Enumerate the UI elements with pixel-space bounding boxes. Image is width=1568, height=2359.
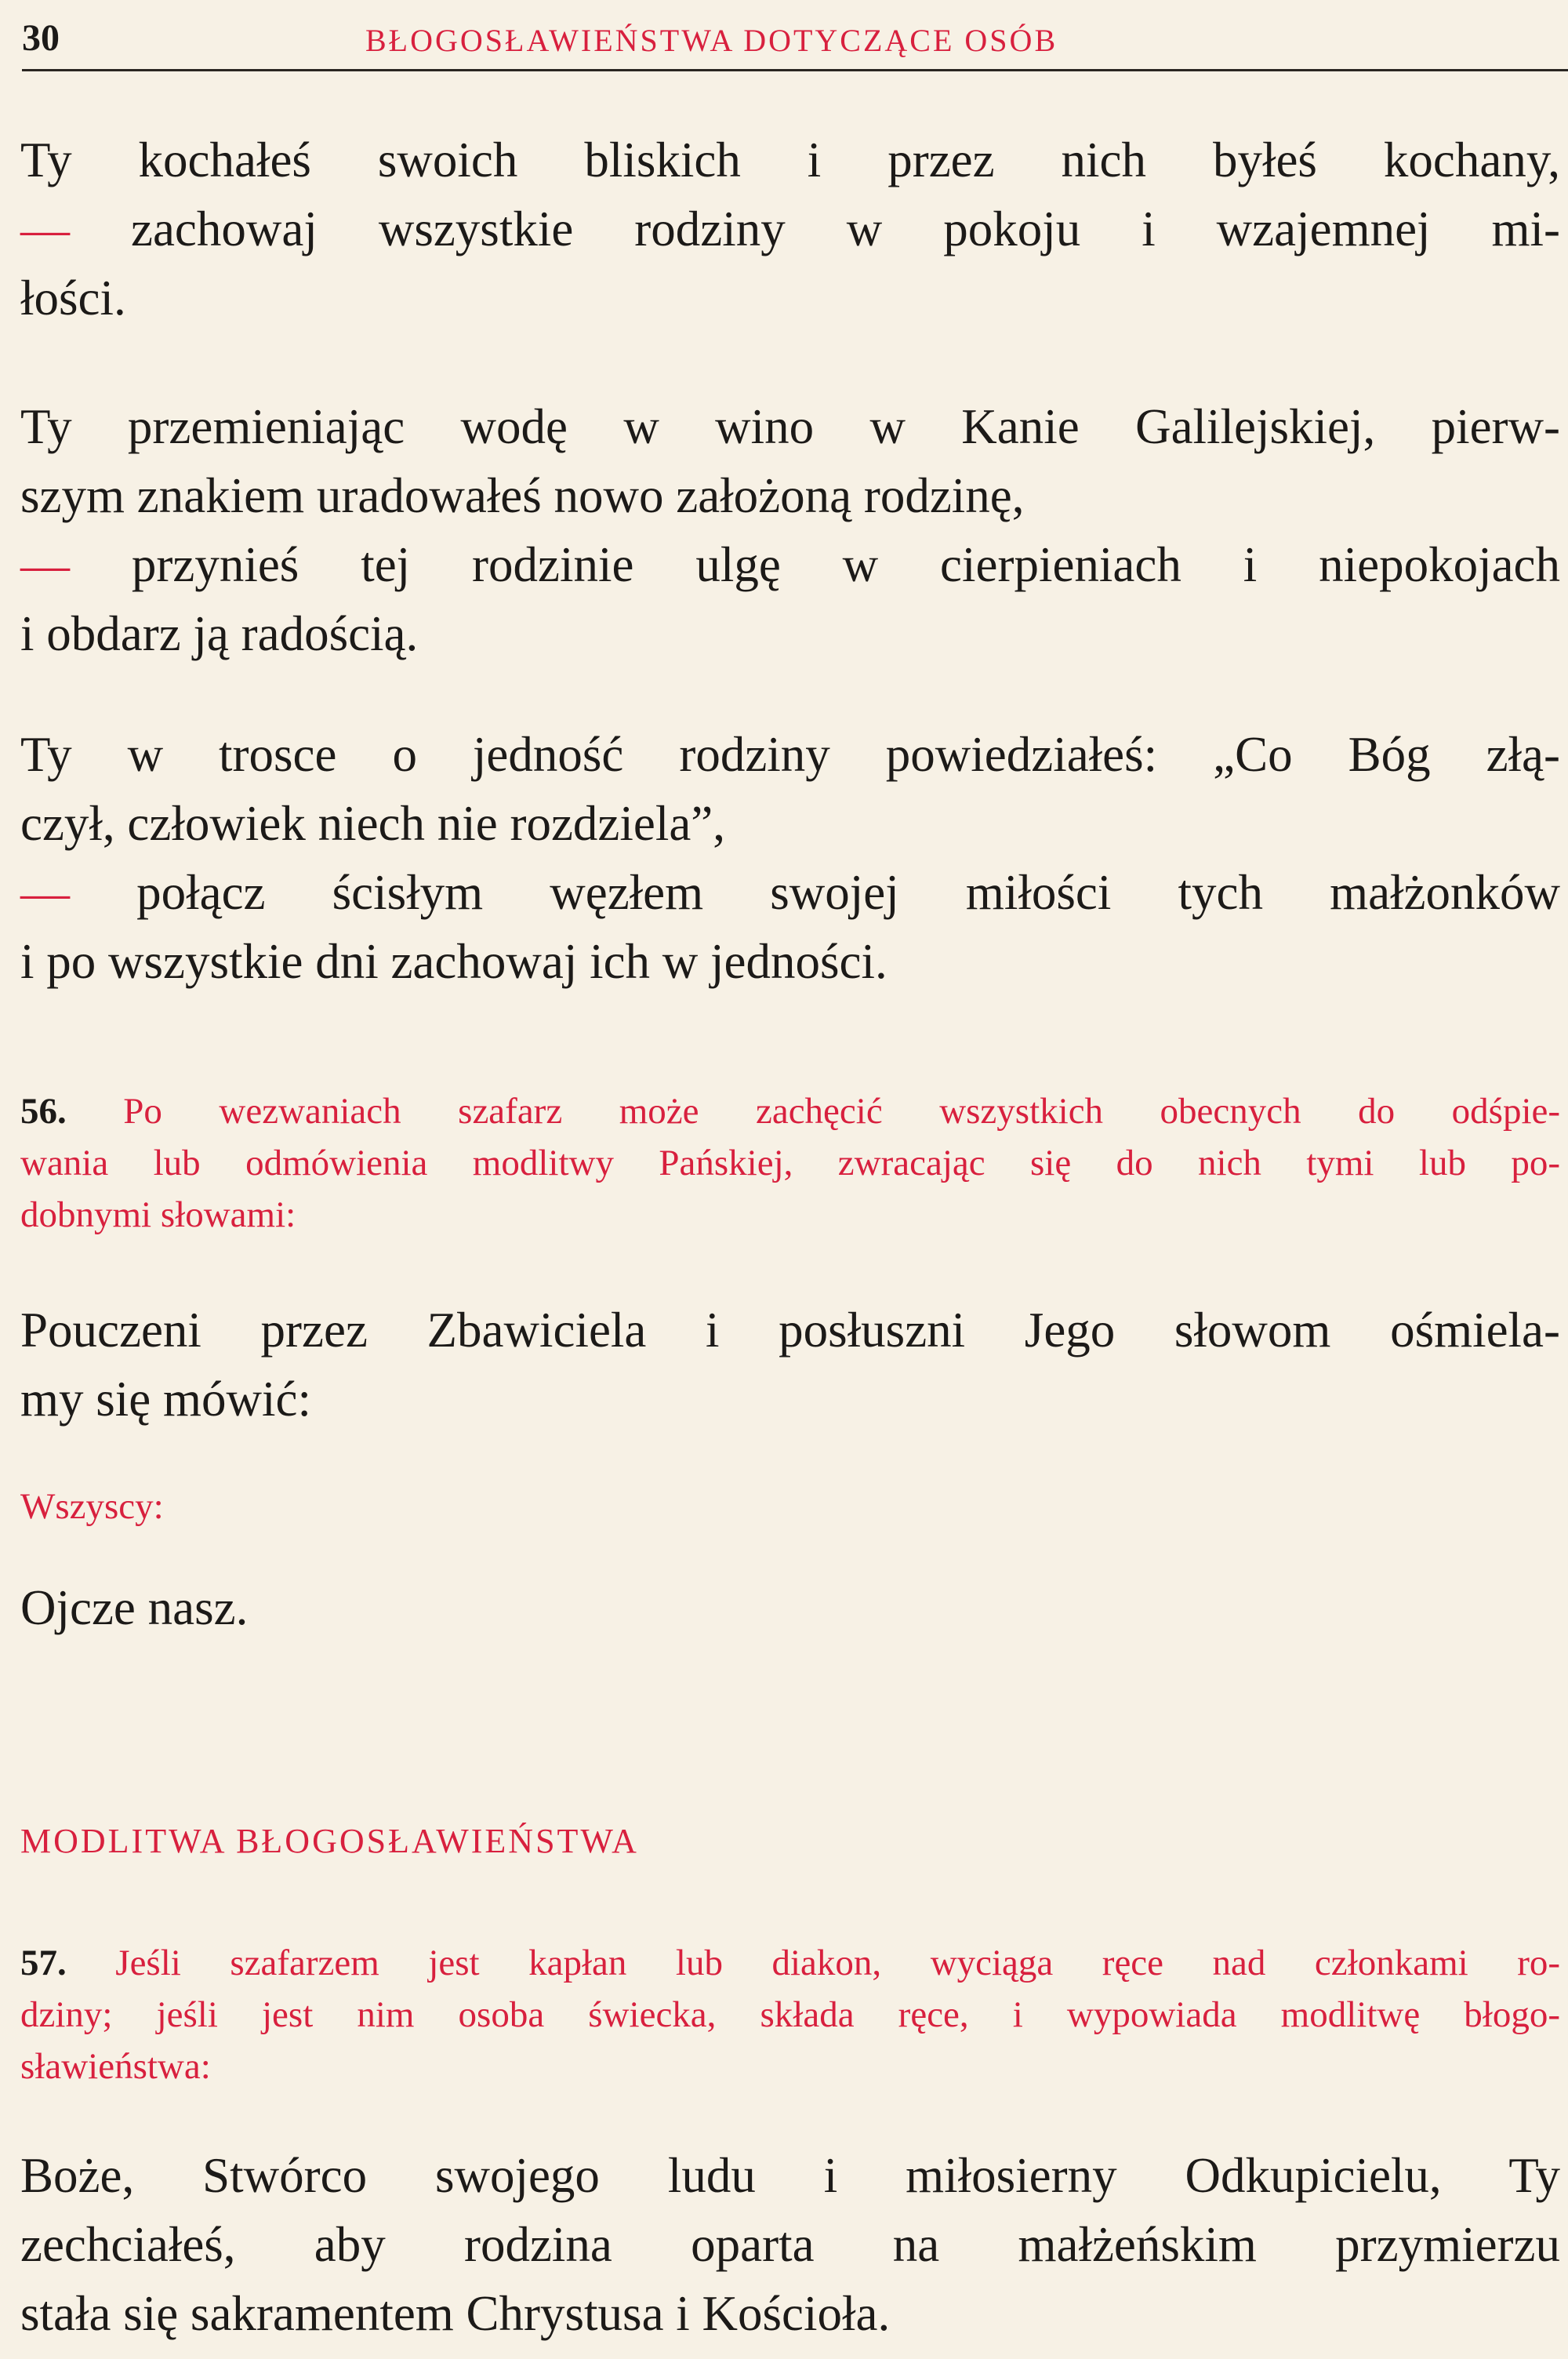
intercession-line: Ty kochałeś swoich bliskich i przez nich byłeś kochany,	[20, 133, 1560, 187]
rubric-number: 57.	[20, 1943, 67, 1983]
rubric-57	[20, 1937, 1560, 2092]
intercession-line: łości.	[20, 271, 126, 325]
rubric-text: Jeśli szafarzem jest kapłan lub diakon, wyciąga ręce nad członkami ro-	[115, 1943, 1561, 1983]
invitation-line: my się mówić:	[20, 1372, 311, 1427]
intercession-line: i obdarz ją radością.	[20, 606, 419, 661]
rubric-line	[20, 1085, 1560, 1137]
section-heading: MODLITWA BŁOGOSŁAWIEŃSTWA	[20, 1822, 639, 1860]
intercession-line: szym znakiem uradowałeś nowo założoną rodzinę,	[20, 468, 1025, 523]
response-text	[20, 1573, 1560, 1642]
prayer-line: stała się sakramentem Chrystusa i Kościoła.	[20, 2286, 891, 2341]
rubric-56	[20, 1085, 1560, 1241]
rubric-text: Po wezwaniach szafarz może zachęcić wszystkich obecnych do odśpie-	[123, 1091, 1561, 1132]
rubric-line: dziny; jeśli jest nim osoba świecka, składa ręce, i wypowiada modlitwę błogo-	[20, 1994, 1560, 2035]
prayer-line: zechciałeś, aby rodzina oparta na małżeńskim przymierzu	[20, 2217, 1560, 2272]
response-label-text: Wszyscy:	[20, 1486, 164, 1527]
intercession-line: Ty w trosce o jedność rodziny powiedziałeś: „Co Bóg złą-	[20, 727, 1560, 782]
response-dash: —	[20, 537, 70, 592]
intercession-line: Ty przemieniając wodę w wino w Kanie Galilejskiej, pierw-	[20, 399, 1560, 454]
intercession-response-line	[20, 194, 1560, 264]
rubric-line: dobnymi słowami:	[20, 1194, 296, 1235]
running-title: BŁOGOSŁAWIEŃSTWA DOTYCZĄCE OSÓB	[365, 23, 1058, 58]
rubric-number: 56.	[20, 1091, 67, 1132]
prayer-line: Boże, Stwórco swojego ludu i miłosierny Odkupicielu, Ty	[20, 2148, 1560, 2203]
prayer-invitation	[20, 1296, 1560, 1434]
intercession-1	[20, 125, 1560, 333]
response-dash: —	[20, 202, 70, 256]
response-label	[20, 1481, 1560, 1532]
rubric-line: wania lub odmówienia modlitwy Pańskiej, zwracając się do nich tymi lub po-	[20, 1143, 1560, 1183]
page-number: 30	[22, 17, 60, 59]
intercession-line: czył, człowiek niech nie rozdziela”,	[20, 796, 726, 851]
intercession-response-line	[20, 530, 1560, 599]
page-header	[22, 14, 1568, 71]
rubric-line	[20, 1937, 1560, 1989]
response-text-line: Ojcze nasz.	[20, 1580, 249, 1635]
blessing-prayer	[20, 2141, 1560, 2348]
intercession-3	[20, 720, 1560, 996]
intercession-line: i po wszystkie dni zachowaj ich w jedności.	[20, 934, 887, 989]
intercession-response-text: połącz ścisłym węzłem swojej miłości tych małżonków	[136, 865, 1560, 920]
response-dash: —	[20, 865, 70, 920]
intercession-response-text: przynieś tej rodzinie ulgę w cierpieniach i niepokojach	[131, 537, 1561, 592]
rubric-line: sławieństwa:	[20, 2046, 211, 2087]
intercession-response-text: zachowaj wszystkie rodziny w pokoju i wzajemnej mi-	[131, 202, 1561, 256]
intercession-response-line	[20, 858, 1560, 927]
invitation-line: Pouczeni przez Zbawiciela i posłuszni Jego słowom ośmiela-	[20, 1303, 1560, 1358]
intercession-2	[20, 392, 1560, 668]
